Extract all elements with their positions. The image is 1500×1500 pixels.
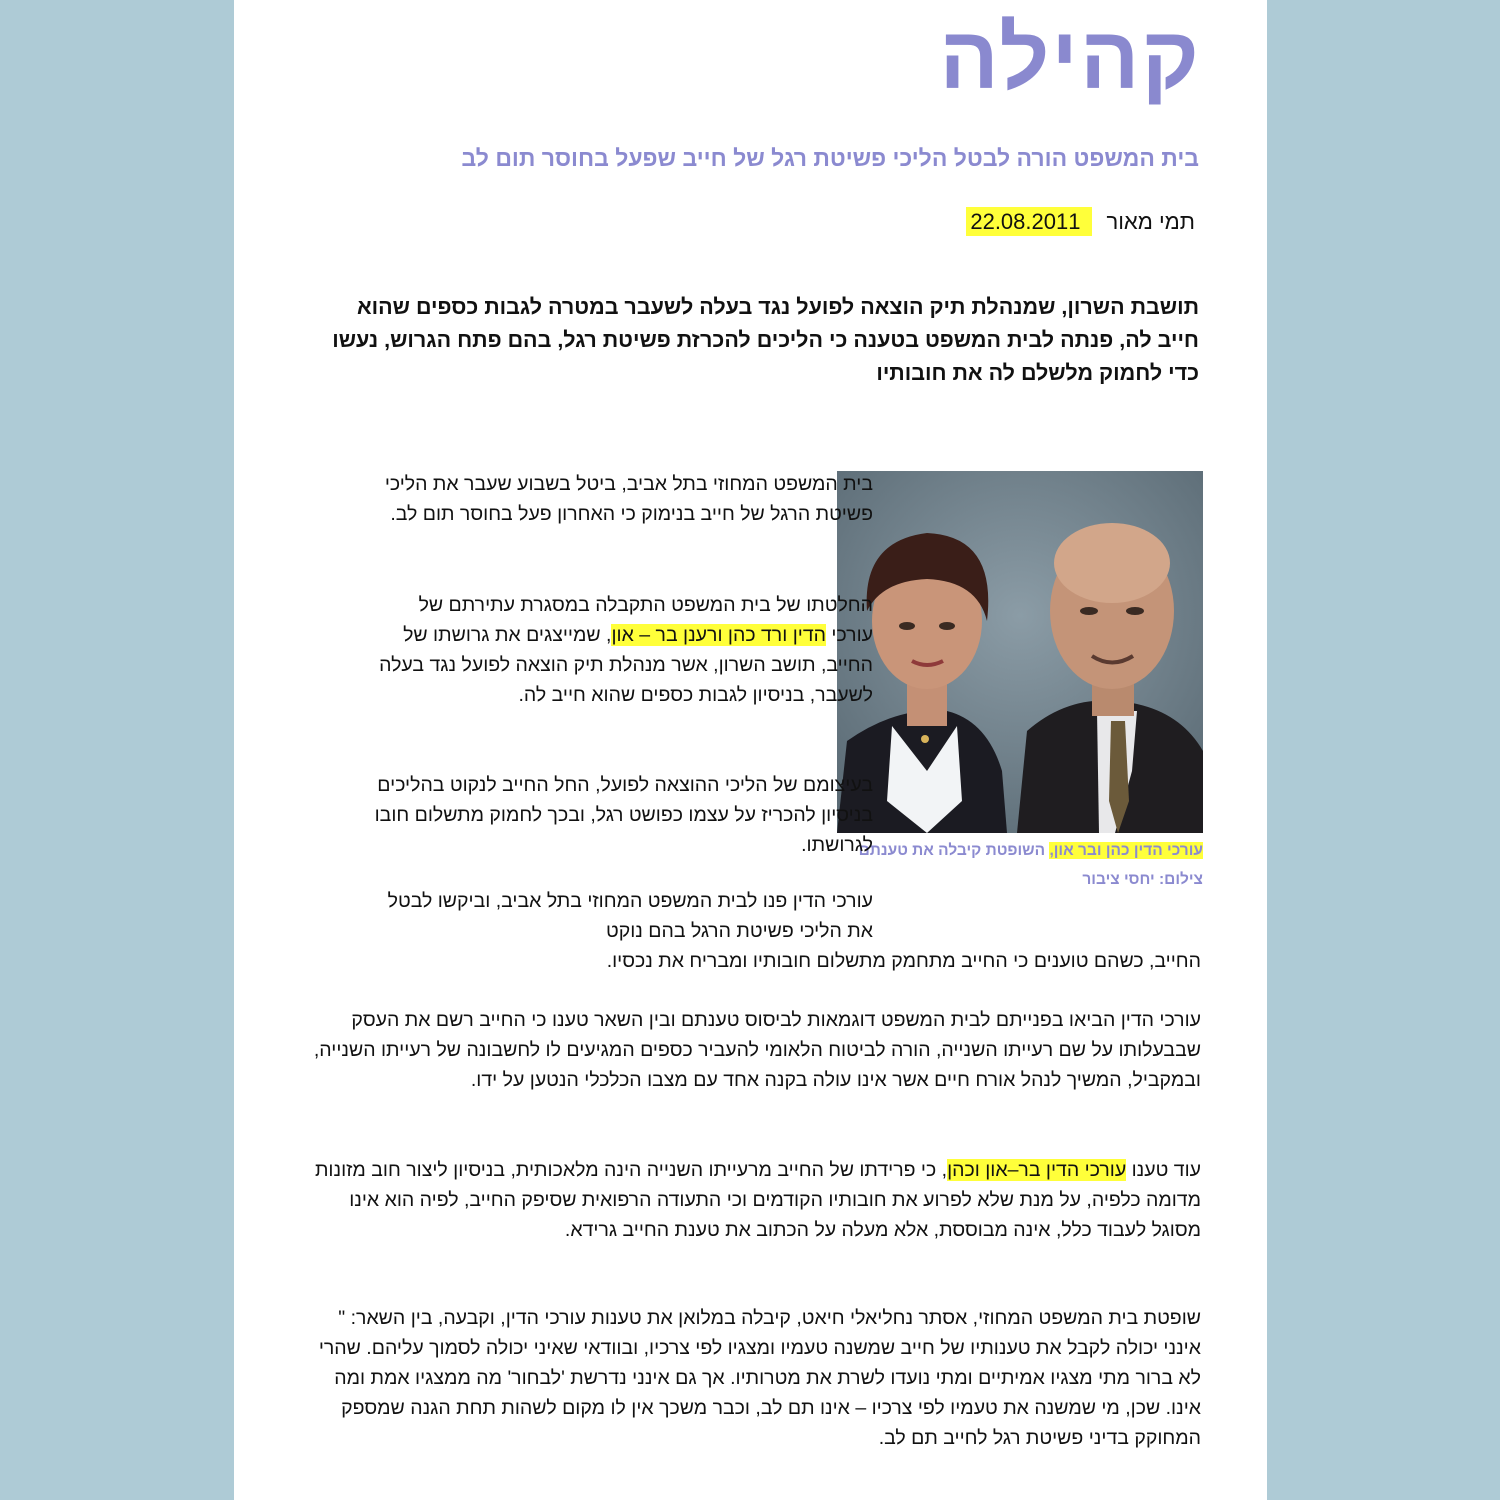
article-page (234, 0, 1267, 1500)
paragraph-7: שופטת בית המשפט המחוזי, אסתר נחליאלי חיאט, קיבלה במלואן את טענות עורכי הדין, וקבעה, בין השאר: " אינני יכולה לקבל את טענותיו של חייב שמשנה טעמיו ומצגיו לפי צרכיו, ובוודאי שאיני יכולה לסמוך עליהם. שהרי לא ברור מתי מצגיו אמיתיים ומתי נועדו לשרת את מטרותיו. אך גם אינני נדרשת 'לבחור' מה ממצגיו אמת ומה אינו. שכן, מי שמשנה את טעמיו לפי צרכיו – אינו תם לב, וכבר משכך אין לו מקום לשהות תחת הגנה שמספק המחוקק בדיני פשיטת רגל לחייב תם לב. (318, 1307, 1201, 1449)
paragraph-6-end: , כי פרידתו של החייב מרעייתו השנייה הינה מלאכותית, בניסיון ליצור חוב מזונות מדומה כלפיה, על מנת שלא לפרוע את חובותיו הקודמים וכי התעודה הרפואית שסיפק החייב, לפיה הוא אינו מסוגל לעבוד כלל, אינה מבוססת, אלא מעלה על הכתוב את טענת החייב גרידא. (314, 1159, 1201, 1241)
article-headline: בית המשפט הורה לבטל הליכי פשיטת רגל של חייב שפעל בחוסר תום לב (461, 145, 1199, 171)
byline-author: תמי מאור (1106, 209, 1195, 234)
paragraph-2 (373, 590, 873, 710)
photo-illustration (837, 471, 1203, 833)
caption-highlight: עורכי הדין כהן ובר און, (1049, 842, 1203, 859)
lawyers-photo (837, 471, 1203, 833)
photo-credit: צילום: יחסי ציבור (1082, 871, 1203, 888)
paragraph-4-end: החייב, כשהם טוענים כי החייב מתחמק מתשלום חובותיו ומבריח את נכסיו. (606, 950, 1201, 972)
caption-text: השופטת קיבלה את טענתם (858, 842, 1050, 859)
photo-caption (833, 838, 1203, 892)
paragraph-6-start: עוד טענו (1126, 1159, 1201, 1181)
paragraph-2-highlight: הדין ורד כהן ורענן בר – און (611, 624, 827, 646)
paragraph-5: עורכי הדין הביאו בפנייתם לבית המשפט דוגמאות לביסוס טענתם ובין השאר טענו כי החייב רשם את העסק שבבעלותו על שם רעייתו השנייה, הורה לביטוח הלאומי להעביר כספים המגיעים לו לחשבונה של רעייתו השנייה, ובמקביל, המשיך לנהל אורח חיים אשר אינו עולה בקנה אחד עם מצבו הכלכלי הנטען על ידו. (313, 1009, 1201, 1091)
paragraph-2-end: , שמייצגים את גרושתו של החייב, תושב השרון, אשר מנהלת תיק הוצאה לפועל נגד בעלה לשעבר, בניסיון לגבות כספים שהוא חייב לה. (379, 624, 873, 706)
byline-date: 22.08.2011 (966, 207, 1092, 236)
paragraph-4-start: עורכי הדין פנו לבית המשפט המחוזי בתל אביב, וביקשו לבטל את הליכי פשיטת הרגל בהם נוקט (387, 890, 873, 942)
paragraph-3: בעיצומם של הליכי ההוצאה לפועל, החל החייב לנקוט בהליכים בניסיון להכריז על עצמו כפושט רגל, ובכך לחמוק מתשלום חובו לגרושתו. (374, 774, 873, 856)
paragraph-6 (301, 1155, 1201, 1245)
article-lead: תושבת השרון, שמנהלת תיק הוצאה לפועל נגד בעלה לשעבר במטרה לגבות כספים שהוא חייב לה, פנתה לבית המשפט בטענה כי הליכים להכרזת פשיטת רגל, בהם פתח הגרוש, נעשו כדי לחמוק מלשלם לה את חובותיו (332, 295, 1199, 385)
paragraph-6-highlight: עורכי הדין בר–און וכהן (947, 1159, 1127, 1181)
paragraph-2-start: החלטתו של בית המשפט התקבלה במסגרת עתירתם של עורכי (418, 594, 873, 646)
paragraph-1: בית המשפט המחוזי בתל אביב, ביטל בשבוע שעבר את הליכי פשיטת הרגל של חייב בנימוק כי האחרון פעל בחוסר תום לב. (384, 473, 873, 525)
masthead-title: קהילה (939, 8, 1201, 107)
byline (966, 209, 1195, 235)
